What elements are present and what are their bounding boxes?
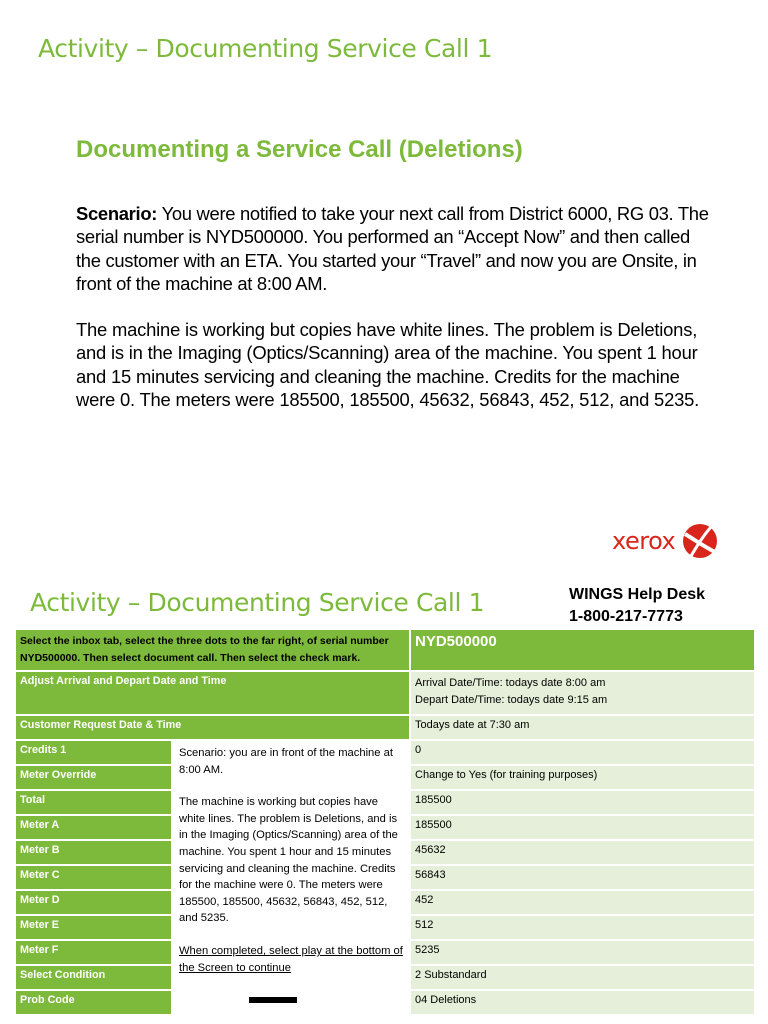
mid-scenario-text: you are in front of the machine at 8:00 AM.: [179, 747, 393, 776]
row-value: 185500: [410, 790, 755, 815]
row-value: 452: [410, 890, 755, 915]
row-label: Select Condition: [15, 965, 172, 990]
row-label: Meter B: [15, 840, 172, 865]
row-label: Meter A: [15, 815, 172, 840]
row-value: Change to Yes (for training purposes): [410, 765, 755, 790]
row-value: 185500: [410, 815, 755, 840]
xerox-logo: [612, 522, 719, 560]
logo-text: xerox: [612, 527, 676, 555]
customer-value: Todays date at 7:30 am: [410, 715, 755, 740]
arrival-text: Arrival Date/Time: todays date 8:00 am: [415, 677, 606, 689]
row-label: Meter C: [15, 865, 172, 890]
service-call-table: [14, 628, 756, 1016]
play-button-stub: [249, 997, 297, 1003]
mid-instruction: When completed, select play at the bottom of the Screen to continue: [179, 944, 403, 974]
row-label: Prob Code: [15, 990, 172, 1015]
serial-cell: NYD500000: [410, 629, 755, 671]
customer-label: Customer Request Date & Time: [15, 715, 410, 740]
row-label: Meter F: [15, 940, 172, 965]
helpdesk-info: [569, 584, 705, 628]
section-heading: Documenting a Service Call (Deletions): [76, 136, 523, 163]
slide-title: Activity – Documenting Service Call 1: [38, 34, 493, 63]
row-label: Credits 1: [15, 740, 172, 765]
helpdesk-name: WINGS Help Desk: [569, 586, 706, 603]
row-value: 2 Substandard: [410, 965, 755, 990]
mid-paragraph: The machine is working but copies have white lines. The problem is Deletions, and is in the Imaging (Optics/Scanning) area of the machine. You spent 1 hour and 15 minutes servicing and cleaning the machine. Credits for the machine were 0. The meters were 185500, 185500, 45632, 56843, 452, 512, and 5235.: [179, 796, 398, 925]
row-label: Meter E: [15, 915, 172, 940]
row-value: 512: [410, 915, 755, 940]
row-label: Total: [15, 790, 172, 815]
xerox-ball-icon: [681, 522, 719, 560]
slide2-title: Activity – Documenting Service Call 1: [30, 588, 485, 617]
depart-text: Depart Date/Time: todays date 9:15 am: [415, 694, 608, 706]
table-row: [15, 715, 755, 740]
scenario-box: [172, 740, 410, 1015]
row-label: Meter Override: [15, 765, 172, 790]
row-value: 56843: [410, 865, 755, 890]
mid-scenario-label: Scenario:: [179, 747, 227, 759]
table-row: [15, 671, 755, 715]
scenario-text: You were notified to take your next call from District 6000, RG 03. The serial number is NYD500000. You performed an “Accept Now” and then called the customer with an ETA. You started your “Travel” and now you are Onsite, in front of the machine at 8:00 AM.: [76, 203, 709, 295]
row-value: 45632: [410, 840, 755, 865]
row-value: 0: [410, 740, 755, 765]
row-value: 5235: [410, 940, 755, 965]
scenario-label: Scenario:: [76, 203, 158, 224]
row-value: 04 Deletions: [410, 990, 755, 1015]
instruction-cell: Select the inbox tab, select the three dots to the far right, of serial number NYD500000. Then select document call. Then select the check mark.: [15, 629, 410, 671]
table-row: [15, 740, 755, 765]
scenario-paragraph: [76, 202, 716, 296]
adjust-label: Adjust Arrival and Depart Date and Time: [15, 671, 410, 715]
problem-paragraph: The machine is working but copies have white lines. The problem is Deletions, and is in the Imaging (Optics/Scanning) area of the machine. You spent 1 hour and 15 minutes servicing and cleaning the machine. Credits for the machine were 0. The meters were 185500, 185500, 45632, 56843, 452, 512, and 5235.: [76, 319, 700, 411]
helpdesk-phone: 1-800-217-7773: [569, 608, 683, 625]
row-label: Meter D: [15, 890, 172, 915]
arrival-depart-cell: [410, 671, 755, 715]
table-row: [15, 629, 755, 671]
